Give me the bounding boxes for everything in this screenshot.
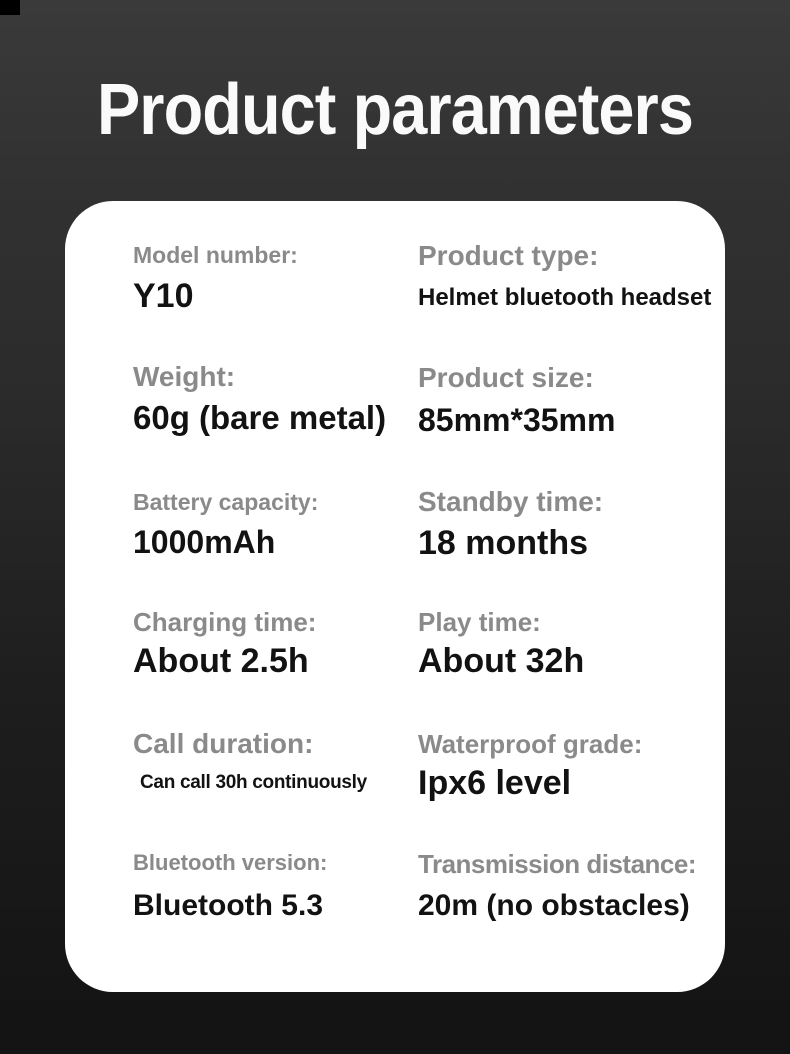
spec-value-weight: 60g (bare metal) [133,399,387,436]
spec-label-waterproof-grade: Waterproof grade: [418,729,643,759]
spec-value-bluetooth-version: Bluetooth 5.3 [133,889,324,922]
corner-mark [0,0,20,15]
spec-value-standby-time: 18 months [418,524,589,562]
spec-label-transmission-distance: Transmission distance: [418,849,696,879]
spec-label-call-duration: Call duration: [133,728,314,759]
spec-value-charging-time: About 2.5h [133,642,309,680]
page-title: Product parameters [96,70,694,150]
spec-label-battery-capacity: Battery capacity: [133,489,319,515]
spec-value-play-time: About 32h [418,642,585,680]
spec-value-transmission-distance: 20m (no obstacles) [418,889,690,922]
spec-card [65,201,725,992]
spec-value-battery-capacity: 1000mAh [133,524,276,560]
spec-value-product-size: 85mm*35mm [418,402,616,438]
spec-label-weight: Weight: [133,361,236,392]
spec-label-bluetooth-version: Bluetooth version: [133,850,328,875]
spec-label-product-size: Product size: [418,362,594,393]
spec-value-model-number: Y10 [133,277,194,315]
spec-value-waterproof-grade: Ipx6 level [418,764,572,802]
spec-label-charging-time: Charging time: [133,607,317,637]
spec-label-play-time: Play time: [418,607,541,637]
spec-label-product-type: Product type: [418,240,599,271]
spec-value-call-duration: Can call 30h continuously [140,772,367,793]
spec-label-model-number: Model number: [133,242,298,268]
spec-label-standby-time: Standby time: [418,486,604,517]
spec-value-product-type: Helmet bluetooth headset [418,284,712,311]
